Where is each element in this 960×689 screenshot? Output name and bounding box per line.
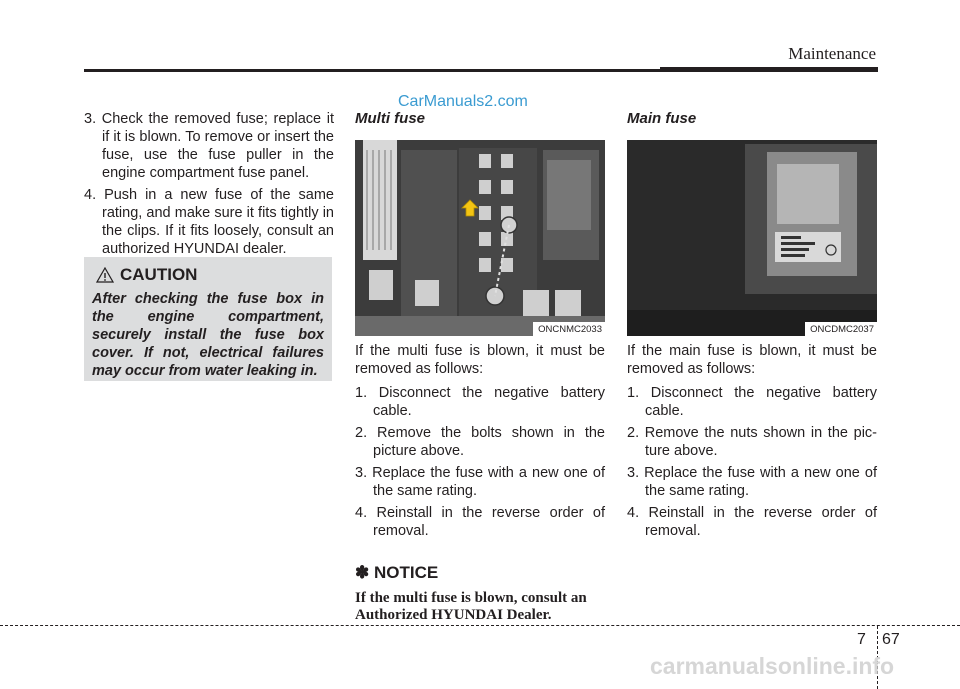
main-fuse-step-1: 1. Disconnect the negative battery cable. bbox=[627, 385, 877, 419]
header-rule bbox=[84, 69, 660, 72]
caution-text: After checking the fuse box in the engine compartment, securely install the fuse box cover. If not, electrical failures may occur from water leaking in. bbox=[92, 291, 324, 379]
footer-divider bbox=[0, 625, 960, 626]
multi-fuse-intro: If the multi fuse is blown, it must be removed as follows: bbox=[355, 343, 605, 377]
multi-fuse-step-3: 3. Replace the fuse with a new one of the same rating. bbox=[355, 465, 605, 499]
header-rule-thick bbox=[660, 67, 878, 72]
chapter-number: 7 bbox=[857, 631, 866, 648]
watermark-top[interactable]: CarManuals2.com bbox=[398, 93, 528, 110]
multi-fuse-step-4: 4. Reinstall in the reverse order of removal. bbox=[355, 505, 605, 539]
multi-fuse-image-code: ONCNMC2033 bbox=[533, 322, 605, 336]
step-4: 4. Push in a new fuse of the same rating, and make sure it fits tightly in the clips. If it fits loosely, consult an authorized HYUNDAI dealer. bbox=[84, 187, 334, 257]
multi-fuse-instructions bbox=[355, 342, 605, 624]
notice-title: ✽ NOTICE bbox=[355, 563, 439, 582]
caution-box bbox=[84, 257, 332, 381]
replace-fuse-steps bbox=[84, 110, 334, 258]
multi-fuse-step-1: 1. Disconnect the negative battery cable. bbox=[355, 385, 605, 419]
main-fuse-illustration bbox=[627, 140, 877, 336]
notice-text: If the multi fuse is blown, consult an Authorized HYUNDAI Dealer. bbox=[355, 590, 587, 623]
column-1 bbox=[84, 110, 334, 262]
watermark-bottom[interactable]: carmanualsonline.info bbox=[650, 653, 895, 679]
step-3: 3. Check the removed fuse; replace it if it is blown. To remove or insert the fuse, use the fuse puller in the engine compartment fuse panel. bbox=[84, 111, 334, 181]
caution-title: CAUTION bbox=[120, 265, 198, 284]
main-fuse-step-3: 3. Replace the fuse with a new one of the same rating. bbox=[627, 465, 877, 499]
caution-header bbox=[96, 265, 197, 285]
main-fuse-step-4: 4. Reinstall in the reverse order of removal. bbox=[627, 505, 877, 539]
column-3 bbox=[627, 110, 877, 138]
multi-fuse-title: Multi fuse bbox=[355, 110, 425, 127]
main-fuse-photo bbox=[627, 140, 877, 336]
fuse-box-illustration bbox=[355, 140, 605, 336]
warning-triangle-icon bbox=[96, 267, 114, 283]
multi-fuse-steps bbox=[355, 384, 605, 540]
header-title: Maintenance bbox=[788, 44, 876, 63]
main-fuse-instructions bbox=[627, 342, 877, 544]
multi-fuse-photo bbox=[355, 140, 605, 336]
main-fuse-image-code: ONCDMC2037 bbox=[805, 322, 877, 336]
main-fuse-steps bbox=[627, 384, 877, 540]
multi-fuse-step-2: 2. Remove the bolts shown in the picture above. bbox=[355, 425, 605, 459]
main-fuse-title: Main fuse bbox=[627, 110, 697, 127]
page-number: 67 bbox=[882, 631, 900, 648]
main-fuse-intro: If the main fuse is blown, it must be removed as follows: bbox=[627, 343, 877, 377]
main-fuse-step-2: 2. Remove the nuts shown in the pic-ture above. bbox=[627, 425, 877, 459]
column-2 bbox=[355, 110, 605, 138]
